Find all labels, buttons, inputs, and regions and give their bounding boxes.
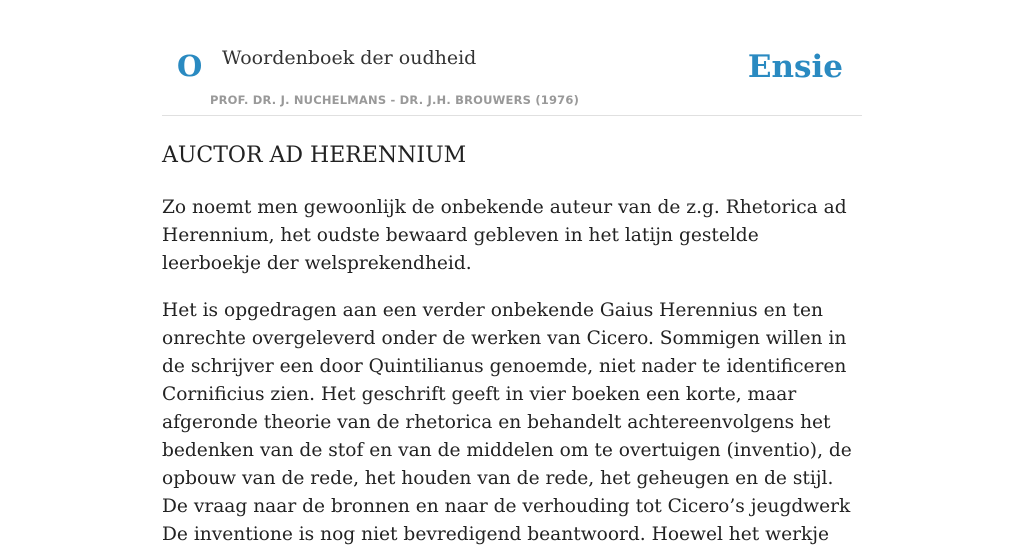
- entry-paragraph: Het is opgedragen aan een verder onbekende Gaius Herennius en ten onrechte overgeleverd onder de werken van Cicero. Sommigen willen in de schrijver een door Quintilianus genoemde, niet nader te identificeren Cornificius zien. Het geschrift geeft in vier boeken een korte, maar afgeronde theorie van de rhetorica en behandelt achtereenvolgens het bedenken van de stof en van de middelen om te overtuigen (inventio), de opbouw van de rede, het houden van de rede, het geheugen en de stijl. De vraag naar de bronnen en naar de verhouding tot Cicero’s jeugdwerk De inventione is nog niet bevredigend beantwoord. Hoewel het werkje: [162, 300, 852, 545]
- page: [162, 0, 862, 549]
- book-authors: PROF. DR. J. NUCHELMANS - DR. J.H. BROUWERS (1976): [210, 93, 580, 107]
- book-title[interactable]: Woordenboek der oudheid: [222, 47, 477, 69]
- entry-paragraph: Zo noemt men gewoonlijk de onbekende auteur van de z.g. Rhetorica ad Herennium, het oudste bewaard gebleven in het latijn gestelde leerboekje der welsprekendheid.: [162, 197, 847, 274]
- brand-logo[interactable]: Ensie: [747, 49, 843, 85]
- entry-title: AUCTOR AD HERENNIUM: [162, 143, 467, 168]
- header: [162, 0, 862, 116]
- section-letter[interactable]: O: [177, 49, 203, 83]
